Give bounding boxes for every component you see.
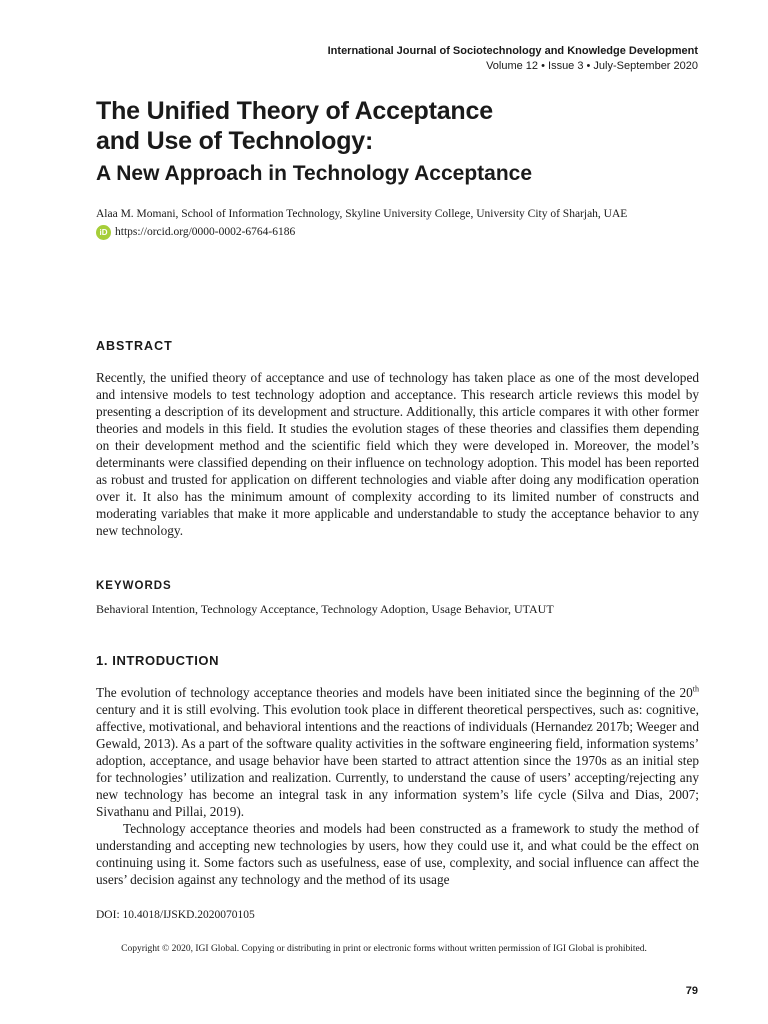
intro-p1-text-start: The evolution of technology acceptance theories and models have been initiated since the beginning of the 20 bbox=[96, 685, 693, 700]
paper-subtitle: A New Approach in Technology Acceptance bbox=[96, 162, 533, 185]
paper-title-line-2: and Use of Technology: bbox=[96, 127, 374, 155]
journal-header bbox=[328, 44, 698, 74]
intro-p1-superscript: th bbox=[692, 684, 699, 694]
orcid-icon: iD bbox=[96, 225, 111, 240]
abstract-heading: ABSTRACT bbox=[96, 339, 173, 353]
page-number: 79 bbox=[685, 985, 698, 997]
introduction-heading: 1. INTRODUCTION bbox=[96, 653, 220, 668]
introduction-paragraph-2: Technology acceptance theories and models had been constructed as a framework to study the method of understanding and accepting new technologies by users, how they could use it, and what could be the effect on continuing using it. Some factors such as usefulness, ease of use, complexity, and social influence can affect the users’ decision against any technology and the method of its usage bbox=[96, 821, 699, 887]
copyright-notice: Copyright © 2020, IGI Global. Copying or distributing in print or electronic forms without written permission of IGI Global is prohibited. bbox=[121, 944, 647, 954]
keywords-heading: KEYWORDS bbox=[96, 580, 172, 592]
doi[interactable]: DOI: 10.4018/IJSKD.2020070105 bbox=[96, 909, 255, 921]
orcid-link[interactable]: https://orcid.org/0000-0002-6764-6186 bbox=[115, 226, 296, 238]
paper-title-line-1: The Unified Theory of Acceptance bbox=[96, 97, 493, 125]
abstract-text: Recently, the unified theory of acceptance and use of technology has taken place as one of the most developed and intensive models to test technology adoption and acceptance. This research article reviews this model by presenting a description of its development and structure. Additionally, this article compares it with other former theories and models in this field. It studies the evolution stages of these theories and classifies them depending on their development method and the scientific field which they were developed in. Moreover, the model’s determinants were classified depending on their influence on technology adoption. This model has been reported as robust and trusted for application on different technologies and viable after doing any modification operation over it. It also has the minimum amount of complexity according to its limited number of constructs and moderating variables that make it more applicable and understandable to study the acceptance behavior to any new technology. bbox=[96, 370, 699, 538]
orcid-line bbox=[96, 224, 295, 240]
journal-name: International Journal of Sociotechnology and Knowledge Development bbox=[327, 45, 698, 57]
introduction-paragraph-1 bbox=[96, 684, 699, 820]
title-block bbox=[96, 96, 716, 187]
keywords-text: Behavioral Intention, Technology Acceptance, Technology Adoption, Usage Behavior, UTAUT bbox=[96, 602, 554, 616]
journal-issue: Volume 12 • Issue 3 • July-September 2020 bbox=[486, 60, 698, 72]
author-affiliation: Alaa M. Momani, School of Information Technology, Skyline University College, University City of Sharjah, UAE bbox=[96, 208, 628, 220]
intro-p1-text-end: century and it is still evolving. This evolution took place in different theoretical perspectives, such as: cognitive, affective, motivational, and behavioral intentions and the reactions of individuals (Hernandez 2017b; Weeger and Gewald, 2013). As a part of the software quality activities in the software engineering field, information systems’ adoption, acceptance, and usage behavior have been started to attract attention since the 1970s as an initial step for technologies’ utilization and realization. Currently, to understand the cause of users’ accepting/rejecting any new technology has become an integral task in any information system’s life cycle (Silva and Dias, 2007; Sivathanu and Pillai, 2019). bbox=[96, 702, 699, 819]
